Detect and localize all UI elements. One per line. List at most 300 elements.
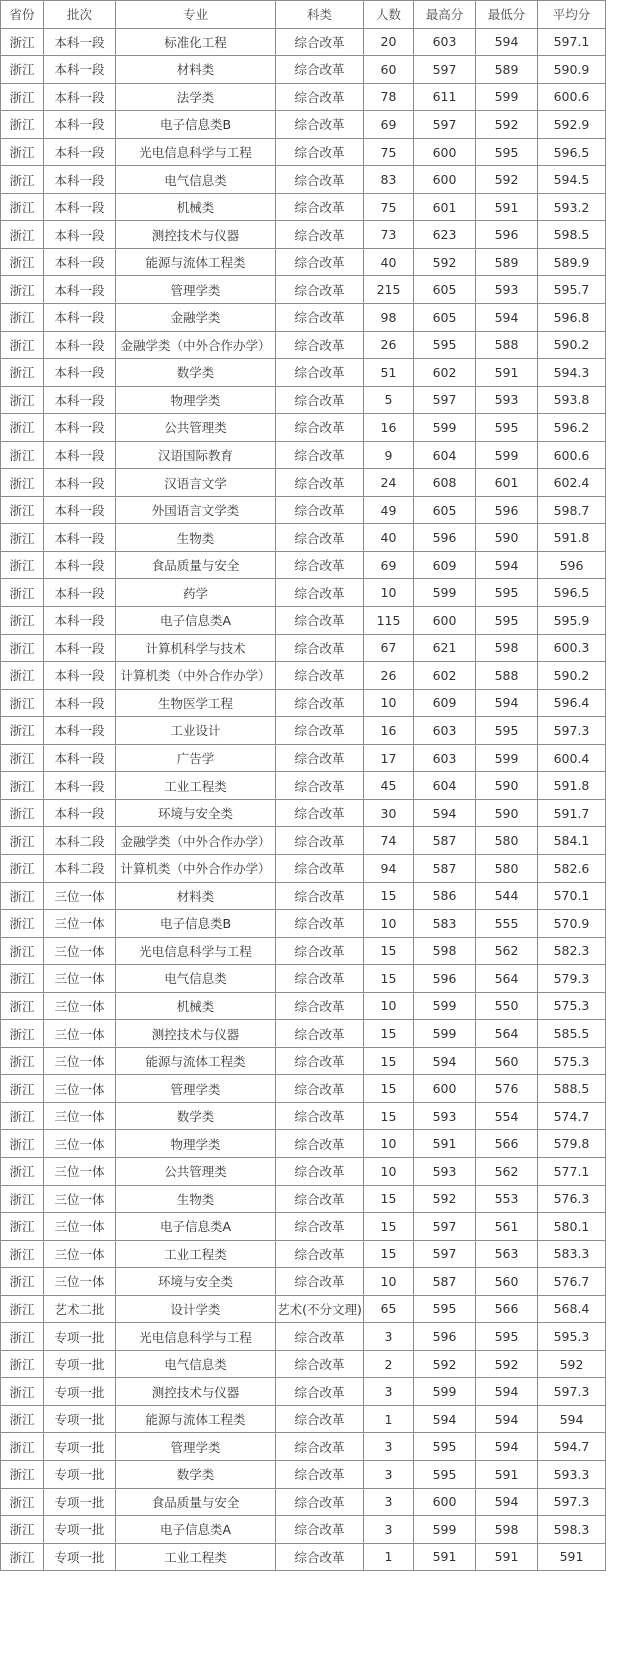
cell-max-score: 604 — [414, 441, 476, 469]
cell-max-score: 587 — [414, 854, 476, 882]
cell-major: 外国语言文学类 — [116, 496, 276, 524]
table-row — [1, 607, 606, 635]
cell-avg-score: 575.3 — [538, 1047, 606, 1075]
table-row — [1, 882, 606, 910]
cell-avg-score: 595.3 — [538, 1323, 606, 1351]
cell-avg-score: 585.5 — [538, 1020, 606, 1048]
cell-count: 83 — [364, 166, 414, 194]
cell-major: 数学类 — [116, 1102, 276, 1130]
cell-province: 浙江 — [1, 111, 44, 139]
table-row — [1, 1047, 606, 1075]
cell-batch: 本科二段 — [44, 827, 116, 855]
cell-major: 工业工程类 — [116, 772, 276, 800]
cell-major: 公共管理类 — [116, 1157, 276, 1185]
cell-max-score: 595 — [414, 1433, 476, 1461]
table-row — [1, 28, 606, 56]
cell-category: 综合改革 — [276, 221, 364, 249]
cell-min-score: 594 — [476, 304, 538, 332]
table-row — [1, 717, 606, 745]
cell-avg-score: 582.6 — [538, 854, 606, 882]
table-row — [1, 1240, 606, 1268]
cell-avg-score: 600.3 — [538, 634, 606, 662]
table-row — [1, 248, 606, 276]
cell-category: 综合改革 — [276, 304, 364, 332]
table-row — [1, 83, 606, 111]
cell-min-score: 590 — [476, 524, 538, 552]
cell-count: 15 — [364, 882, 414, 910]
cell-avg-score: 579.3 — [538, 965, 606, 993]
cell-batch: 本科一段 — [44, 607, 116, 635]
cell-count: 1 — [364, 1543, 414, 1571]
cell-max-score: 605 — [414, 304, 476, 332]
cell-avg-score: 570.1 — [538, 882, 606, 910]
cell-min-score: 566 — [476, 1295, 538, 1323]
cell-category: 综合改革 — [276, 1047, 364, 1075]
cell-category: 综合改革 — [276, 496, 364, 524]
cell-category: 综合改革 — [276, 1185, 364, 1213]
cell-province: 浙江 — [1, 1102, 44, 1130]
cell-max-score: 597 — [414, 111, 476, 139]
cell-min-score: 599 — [476, 744, 538, 772]
cell-province: 浙江 — [1, 56, 44, 84]
cell-batch: 三位一体 — [44, 937, 116, 965]
table-row — [1, 496, 606, 524]
cell-min-score: 594 — [476, 1405, 538, 1433]
cell-max-score: 600 — [414, 1488, 476, 1516]
cell-batch: 本科一段 — [44, 56, 116, 84]
cell-min-score: 591 — [476, 1460, 538, 1488]
cell-min-score: 598 — [476, 634, 538, 662]
cell-batch: 本科一段 — [44, 359, 116, 387]
cell-category: 综合改革 — [276, 1020, 364, 1048]
cell-category: 综合改革 — [276, 799, 364, 827]
table-row — [1, 1323, 606, 1351]
cell-major: 电气信息类 — [116, 1350, 276, 1378]
cell-major: 管理学类 — [116, 276, 276, 304]
cell-min-score: 580 — [476, 827, 538, 855]
cell-batch: 专项一批 — [44, 1405, 116, 1433]
cell-batch: 三位一体 — [44, 965, 116, 993]
cell-count: 60 — [364, 56, 414, 84]
cell-count: 67 — [364, 634, 414, 662]
cell-major: 材料类 — [116, 882, 276, 910]
cell-count: 40 — [364, 248, 414, 276]
cell-count: 69 — [364, 551, 414, 579]
cell-avg-score: 596.8 — [538, 304, 606, 332]
cell-batch: 本科一段 — [44, 469, 116, 497]
cell-province: 浙江 — [1, 689, 44, 717]
cell-batch: 艺术二批 — [44, 1295, 116, 1323]
cell-max-score: 600 — [414, 1075, 476, 1103]
cell-province: 浙江 — [1, 469, 44, 497]
cell-major: 电子信息类B — [116, 910, 276, 938]
cell-batch: 专项一批 — [44, 1350, 116, 1378]
cell-batch: 本科一段 — [44, 524, 116, 552]
cell-category: 综合改革 — [276, 607, 364, 635]
cell-category: 综合改革 — [276, 992, 364, 1020]
cell-major: 计算机类（中外合作办学） — [116, 662, 276, 690]
cell-max-score: 609 — [414, 689, 476, 717]
cell-batch: 三位一体 — [44, 1213, 116, 1241]
table-row — [1, 1295, 606, 1323]
cell-category: 综合改革 — [276, 276, 364, 304]
cell-min-score: 590 — [476, 799, 538, 827]
cell-count: 15 — [364, 965, 414, 993]
cell-batch: 本科一段 — [44, 28, 116, 56]
cell-province: 浙江 — [1, 1543, 44, 1571]
cell-avg-score: 594.7 — [538, 1433, 606, 1461]
cell-province: 浙江 — [1, 496, 44, 524]
cell-batch: 本科一段 — [44, 331, 116, 359]
cell-category: 综合改革 — [276, 359, 364, 387]
cell-province: 浙江 — [1, 827, 44, 855]
cell-category: 综合改革 — [276, 469, 364, 497]
cell-batch: 本科一段 — [44, 744, 116, 772]
cell-count: 10 — [364, 689, 414, 717]
cell-avg-score: 574.7 — [538, 1102, 606, 1130]
cell-min-score: 601 — [476, 469, 538, 497]
cell-category: 综合改革 — [276, 662, 364, 690]
cell-major: 药学 — [116, 579, 276, 607]
cell-count: 15 — [364, 1020, 414, 1048]
cell-min-score: 564 — [476, 965, 538, 993]
cell-batch: 专项一批 — [44, 1488, 116, 1516]
cell-count: 115 — [364, 607, 414, 635]
cell-major: 光电信息科学与工程 — [116, 1323, 276, 1351]
cell-max-score: 603 — [414, 28, 476, 56]
cell-category: 综合改革 — [276, 1516, 364, 1544]
cell-province: 浙江 — [1, 717, 44, 745]
cell-avg-score: 602.4 — [538, 469, 606, 497]
cell-count: 9 — [364, 441, 414, 469]
cell-category: 综合改革 — [276, 1268, 364, 1296]
cell-min-score: 589 — [476, 248, 538, 276]
cell-max-score: 587 — [414, 1268, 476, 1296]
table-row — [1, 138, 606, 166]
cell-min-score: 550 — [476, 992, 538, 1020]
cell-category: 综合改革 — [276, 1460, 364, 1488]
cell-major: 广告学 — [116, 744, 276, 772]
cell-avg-score: 591 — [538, 1543, 606, 1571]
cell-min-score: 563 — [476, 1240, 538, 1268]
cell-count: 74 — [364, 827, 414, 855]
cell-min-score: 598 — [476, 1516, 538, 1544]
cell-min-score: 544 — [476, 882, 538, 910]
cell-max-score: 592 — [414, 1350, 476, 1378]
cell-category: 综合改革 — [276, 634, 364, 662]
cell-count: 10 — [364, 1268, 414, 1296]
cell-category: 综合改革 — [276, 111, 364, 139]
cell-min-score: 588 — [476, 662, 538, 690]
cell-province: 浙江 — [1, 1433, 44, 1461]
cell-max-score: 594 — [414, 1047, 476, 1075]
cell-batch: 本科一段 — [44, 83, 116, 111]
cell-min-score: 594 — [476, 1488, 538, 1516]
cell-province: 浙江 — [1, 910, 44, 938]
cell-max-score: 604 — [414, 772, 476, 800]
cell-count: 15 — [364, 1102, 414, 1130]
cell-min-score: 561 — [476, 1213, 538, 1241]
cell-major: 能源与流体工程类 — [116, 1047, 276, 1075]
cell-max-score: 583 — [414, 910, 476, 938]
cell-max-score: 595 — [414, 331, 476, 359]
cell-major: 能源与流体工程类 — [116, 1405, 276, 1433]
header-category: 科类 — [276, 1, 364, 29]
table-row — [1, 166, 606, 194]
cell-major: 食品质量与安全 — [116, 551, 276, 579]
cell-province: 浙江 — [1, 799, 44, 827]
cell-avg-score: 595.9 — [538, 607, 606, 635]
cell-max-score: 600 — [414, 607, 476, 635]
cell-max-score: 599 — [414, 1516, 476, 1544]
cell-count: 10 — [364, 992, 414, 1020]
table-row — [1, 992, 606, 1020]
cell-min-score: 554 — [476, 1102, 538, 1130]
cell-max-score: 599 — [414, 1378, 476, 1406]
table-row — [1, 1157, 606, 1185]
cell-category: 综合改革 — [276, 1213, 364, 1241]
cell-avg-score: 596.4 — [538, 689, 606, 717]
table-row — [1, 1488, 606, 1516]
cell-province: 浙江 — [1, 1460, 44, 1488]
cell-avg-score: 596.2 — [538, 414, 606, 442]
cell-count: 5 — [364, 386, 414, 414]
cell-province: 浙江 — [1, 221, 44, 249]
cell-count: 69 — [364, 111, 414, 139]
cell-batch: 本科一段 — [44, 276, 116, 304]
cell-avg-score: 597.1 — [538, 28, 606, 56]
cell-min-score: 592 — [476, 166, 538, 194]
cell-category: 综合改革 — [276, 1130, 364, 1158]
cell-batch: 本科一段 — [44, 248, 116, 276]
cell-batch: 专项一批 — [44, 1543, 116, 1571]
cell-major: 机械类 — [116, 193, 276, 221]
cell-major: 管理学类 — [116, 1075, 276, 1103]
cell-category: 综合改革 — [276, 331, 364, 359]
cell-major: 环境与安全类 — [116, 1268, 276, 1296]
cell-min-score: 591 — [476, 1543, 538, 1571]
cell-province: 浙江 — [1, 551, 44, 579]
cell-major: 测控技术与仪器 — [116, 1378, 276, 1406]
cell-province: 浙江 — [1, 882, 44, 910]
cell-max-score: 608 — [414, 469, 476, 497]
cell-major: 金融学类（中外合作办学） — [116, 331, 276, 359]
cell-count: 16 — [364, 717, 414, 745]
table-row — [1, 1020, 606, 1048]
cell-category: 综合改革 — [276, 1378, 364, 1406]
cell-province: 浙江 — [1, 304, 44, 332]
cell-avg-score: 583.3 — [538, 1240, 606, 1268]
cell-batch: 三位一体 — [44, 992, 116, 1020]
cell-avg-score: 582.3 — [538, 937, 606, 965]
cell-province: 浙江 — [1, 1323, 44, 1351]
cell-avg-score: 598.7 — [538, 496, 606, 524]
cell-batch: 本科一段 — [44, 193, 116, 221]
cell-min-score: 595 — [476, 579, 538, 607]
cell-min-score: 595 — [476, 414, 538, 442]
cell-category: 艺术(不分文理) — [276, 1295, 364, 1323]
table-row — [1, 56, 606, 84]
cell-count: 16 — [364, 414, 414, 442]
table-row — [1, 1516, 606, 1544]
cell-max-score: 623 — [414, 221, 476, 249]
cell-max-score: 601 — [414, 193, 476, 221]
cell-min-score: 591 — [476, 193, 538, 221]
cell-avg-score: 596.5 — [538, 138, 606, 166]
cell-category: 综合改革 — [276, 386, 364, 414]
cell-major: 生物类 — [116, 524, 276, 552]
cell-major: 工业设计 — [116, 717, 276, 745]
cell-major: 电气信息类 — [116, 166, 276, 194]
cell-major: 金融学类（中外合作办学） — [116, 827, 276, 855]
table-row — [1, 634, 606, 662]
cell-major: 食品质量与安全 — [116, 1488, 276, 1516]
cell-avg-score: 598.3 — [538, 1516, 606, 1544]
cell-province: 浙江 — [1, 524, 44, 552]
cell-max-score: 602 — [414, 359, 476, 387]
table-row — [1, 441, 606, 469]
header-batch: 批次 — [44, 1, 116, 29]
cell-province: 浙江 — [1, 1295, 44, 1323]
cell-province: 浙江 — [1, 331, 44, 359]
cell-count: 15 — [364, 937, 414, 965]
cell-avg-score: 570.9 — [538, 910, 606, 938]
cell-batch: 三位一体 — [44, 1268, 116, 1296]
cell-province: 浙江 — [1, 276, 44, 304]
cell-min-score: 596 — [476, 221, 538, 249]
cell-count: 10 — [364, 1157, 414, 1185]
cell-max-score: 605 — [414, 496, 476, 524]
cell-max-score: 599 — [414, 414, 476, 442]
cell-major: 机械类 — [116, 992, 276, 1020]
cell-batch: 本科一段 — [44, 689, 116, 717]
table-row — [1, 1130, 606, 1158]
cell-major: 数学类 — [116, 359, 276, 387]
table-row — [1, 359, 606, 387]
cell-major: 汉语国际教育 — [116, 441, 276, 469]
cell-batch: 本科一段 — [44, 551, 116, 579]
cell-max-score: 596 — [414, 524, 476, 552]
cell-major: 标准化工程 — [116, 28, 276, 56]
cell-min-score: 553 — [476, 1185, 538, 1213]
cell-category: 综合改革 — [276, 28, 364, 56]
cell-major: 计算机科学与技术 — [116, 634, 276, 662]
cell-category: 综合改革 — [276, 744, 364, 772]
cell-major: 电子信息类A — [116, 1213, 276, 1241]
cell-count: 10 — [364, 1130, 414, 1158]
cell-avg-score: 593.3 — [538, 1460, 606, 1488]
table-row — [1, 1075, 606, 1103]
cell-batch: 本科一段 — [44, 111, 116, 139]
cell-batch: 本科一段 — [44, 496, 116, 524]
cell-count: 26 — [364, 662, 414, 690]
cell-major: 法学类 — [116, 83, 276, 111]
table-body — [1, 28, 606, 1571]
cell-province: 浙江 — [1, 1240, 44, 1268]
cell-category: 综合改革 — [276, 827, 364, 855]
cell-avg-score: 597.3 — [538, 1488, 606, 1516]
cell-batch: 专项一批 — [44, 1460, 116, 1488]
cell-category: 综合改革 — [276, 248, 364, 276]
cell-avg-score: 593.8 — [538, 386, 606, 414]
cell-province: 浙江 — [1, 937, 44, 965]
cell-avg-score: 600.6 — [538, 83, 606, 111]
cell-major: 工业工程类 — [116, 1240, 276, 1268]
table-row — [1, 744, 606, 772]
cell-count: 3 — [364, 1460, 414, 1488]
cell-province: 浙江 — [1, 441, 44, 469]
table-row — [1, 1543, 606, 1571]
cell-category: 综合改革 — [276, 882, 364, 910]
header-avg-score: 平均分 — [538, 1, 606, 29]
cell-min-score: 580 — [476, 854, 538, 882]
cell-category: 综合改革 — [276, 1543, 364, 1571]
table-row — [1, 937, 606, 965]
cell-major: 公共管理类 — [116, 414, 276, 442]
table-row — [1, 524, 606, 552]
cell-batch: 本科一段 — [44, 304, 116, 332]
cell-max-score: 603 — [414, 717, 476, 745]
header-province: 省份 — [1, 1, 44, 29]
cell-count: 17 — [364, 744, 414, 772]
cell-province: 浙江 — [1, 1185, 44, 1213]
cell-max-score: 595 — [414, 1295, 476, 1323]
cell-min-score: 592 — [476, 111, 538, 139]
table-row — [1, 1185, 606, 1213]
cell-count: 75 — [364, 138, 414, 166]
cell-min-score: 566 — [476, 1130, 538, 1158]
cell-max-score: 587 — [414, 827, 476, 855]
cell-province: 浙江 — [1, 1488, 44, 1516]
cell-avg-score: 577.1 — [538, 1157, 606, 1185]
cell-min-score: 595 — [476, 138, 538, 166]
cell-batch: 本科一段 — [44, 772, 116, 800]
table-row — [1, 854, 606, 882]
cell-count: 45 — [364, 772, 414, 800]
cell-max-score: 600 — [414, 138, 476, 166]
cell-major: 能源与流体工程类 — [116, 248, 276, 276]
cell-major: 物理学类 — [116, 1130, 276, 1158]
cell-avg-score: 576.3 — [538, 1185, 606, 1213]
cell-province: 浙江 — [1, 1130, 44, 1158]
cell-max-score: 591 — [414, 1543, 476, 1571]
cell-major: 生物类 — [116, 1185, 276, 1213]
cell-major: 工业工程类 — [116, 1543, 276, 1571]
cell-category: 综合改革 — [276, 1157, 364, 1185]
cell-province: 浙江 — [1, 138, 44, 166]
cell-max-score: 597 — [414, 386, 476, 414]
cell-major: 测控技术与仪器 — [116, 1020, 276, 1048]
cell-category: 综合改革 — [276, 551, 364, 579]
cell-batch: 专项一批 — [44, 1378, 116, 1406]
cell-count: 15 — [364, 1240, 414, 1268]
cell-max-score: 597 — [414, 56, 476, 84]
cell-avg-score: 568.4 — [538, 1295, 606, 1323]
cell-count: 15 — [364, 1075, 414, 1103]
cell-batch: 本科一段 — [44, 166, 116, 194]
table-row — [1, 1268, 606, 1296]
cell-major: 汉语言文学 — [116, 469, 276, 497]
cell-major: 设计学类 — [116, 1295, 276, 1323]
cell-category: 综合改革 — [276, 689, 364, 717]
cell-max-score: 599 — [414, 1020, 476, 1048]
cell-province: 浙江 — [1, 1020, 44, 1048]
cell-batch: 三位一体 — [44, 1130, 116, 1158]
cell-min-score: 560 — [476, 1047, 538, 1075]
cell-batch: 本科二段 — [44, 854, 116, 882]
cell-category: 综合改革 — [276, 910, 364, 938]
cell-max-score: 621 — [414, 634, 476, 662]
